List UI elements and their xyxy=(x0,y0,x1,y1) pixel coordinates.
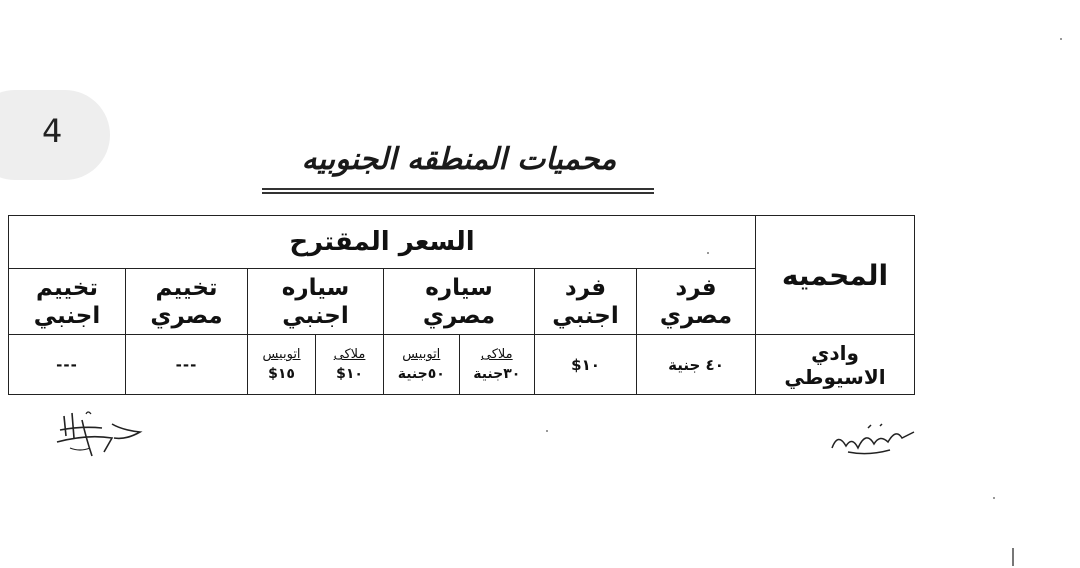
header-individual-foreign-line1: فرد xyxy=(564,274,607,301)
car-foreign-private-label: ملاكى xyxy=(333,347,366,362)
header-camping-egyptian-line1: تخييم xyxy=(155,274,218,301)
header-camping-foreign-line2: اجنبي xyxy=(33,302,101,329)
header-reserve: المحميه xyxy=(756,216,915,335)
header-camping-foreign xyxy=(9,269,126,335)
header-individual-egyptian-line1: فرد xyxy=(675,274,717,301)
reserve-name-line1: وادي xyxy=(811,340,859,365)
header-car-foreign-line1: سياره xyxy=(281,274,350,301)
car-foreign-bus-label: اتوبيس xyxy=(262,347,301,362)
signature-left xyxy=(52,408,147,463)
scan-speck xyxy=(707,252,709,254)
header-individual-egyptian-line2: مصري xyxy=(659,302,733,329)
title-underline xyxy=(262,188,654,190)
reserve-name-line2: الاسيوطي xyxy=(784,364,886,389)
car-egyptian-private xyxy=(460,335,535,394)
car-egyptian-bus xyxy=(384,335,460,394)
car-egyptian-private-label: ملاكى xyxy=(480,347,513,362)
signature-right xyxy=(828,422,918,458)
header-camping-foreign-line1: تخييم xyxy=(35,274,99,301)
car-foreign-bus xyxy=(248,335,316,394)
car-egyptian-bus-label: اتوبيس xyxy=(402,347,441,362)
page-number: 4 xyxy=(42,112,63,150)
title-underline-second xyxy=(262,192,654,194)
car-foreign-private xyxy=(316,335,383,394)
document-title: محميات المنطقه الجنوبيه xyxy=(301,142,617,177)
reserves-price-table xyxy=(8,215,915,395)
scan-speck xyxy=(546,430,548,432)
header-car-egyptian xyxy=(384,269,535,335)
header-proposed-price: السعر المقترح xyxy=(9,216,756,269)
header-car-foreign xyxy=(248,269,384,335)
header-individual-foreign-line2: اجنبي xyxy=(552,302,619,329)
cell-camping-egyptian: --- xyxy=(126,335,248,395)
table-row xyxy=(9,335,915,395)
cell-individual-foreign: ١٠$ xyxy=(535,335,637,395)
car-foreign-private-value: ١٠$ xyxy=(336,366,363,382)
header-individual-egyptian xyxy=(637,269,756,335)
car-foreign-bus-value: ١٥$ xyxy=(268,366,295,382)
cell-reserve-name xyxy=(756,335,915,395)
scan-speck xyxy=(1060,38,1062,40)
header-individual-foreign xyxy=(535,269,637,335)
cell-individual-egyptian: ٤٠ جنية xyxy=(637,335,756,395)
cell-car-foreign xyxy=(248,335,384,395)
header-car-egyptian-line2: مصري xyxy=(422,302,496,329)
car-egyptian-private-value: ٣٠جنية xyxy=(473,366,521,382)
header-car-egyptian-line1: سياره xyxy=(425,274,493,301)
header-car-foreign-line2: اجنبي xyxy=(282,302,349,329)
header-camping-egyptian-line2: مصري xyxy=(150,302,223,329)
cell-camping-foreign: --- xyxy=(9,335,126,395)
cell-car-egyptian xyxy=(384,335,535,395)
scan-mark xyxy=(1012,548,1014,566)
car-egyptian-bus-value: ٥٠جنية xyxy=(397,366,445,382)
scan-speck xyxy=(993,497,995,499)
header-camping-egyptian xyxy=(126,269,248,335)
